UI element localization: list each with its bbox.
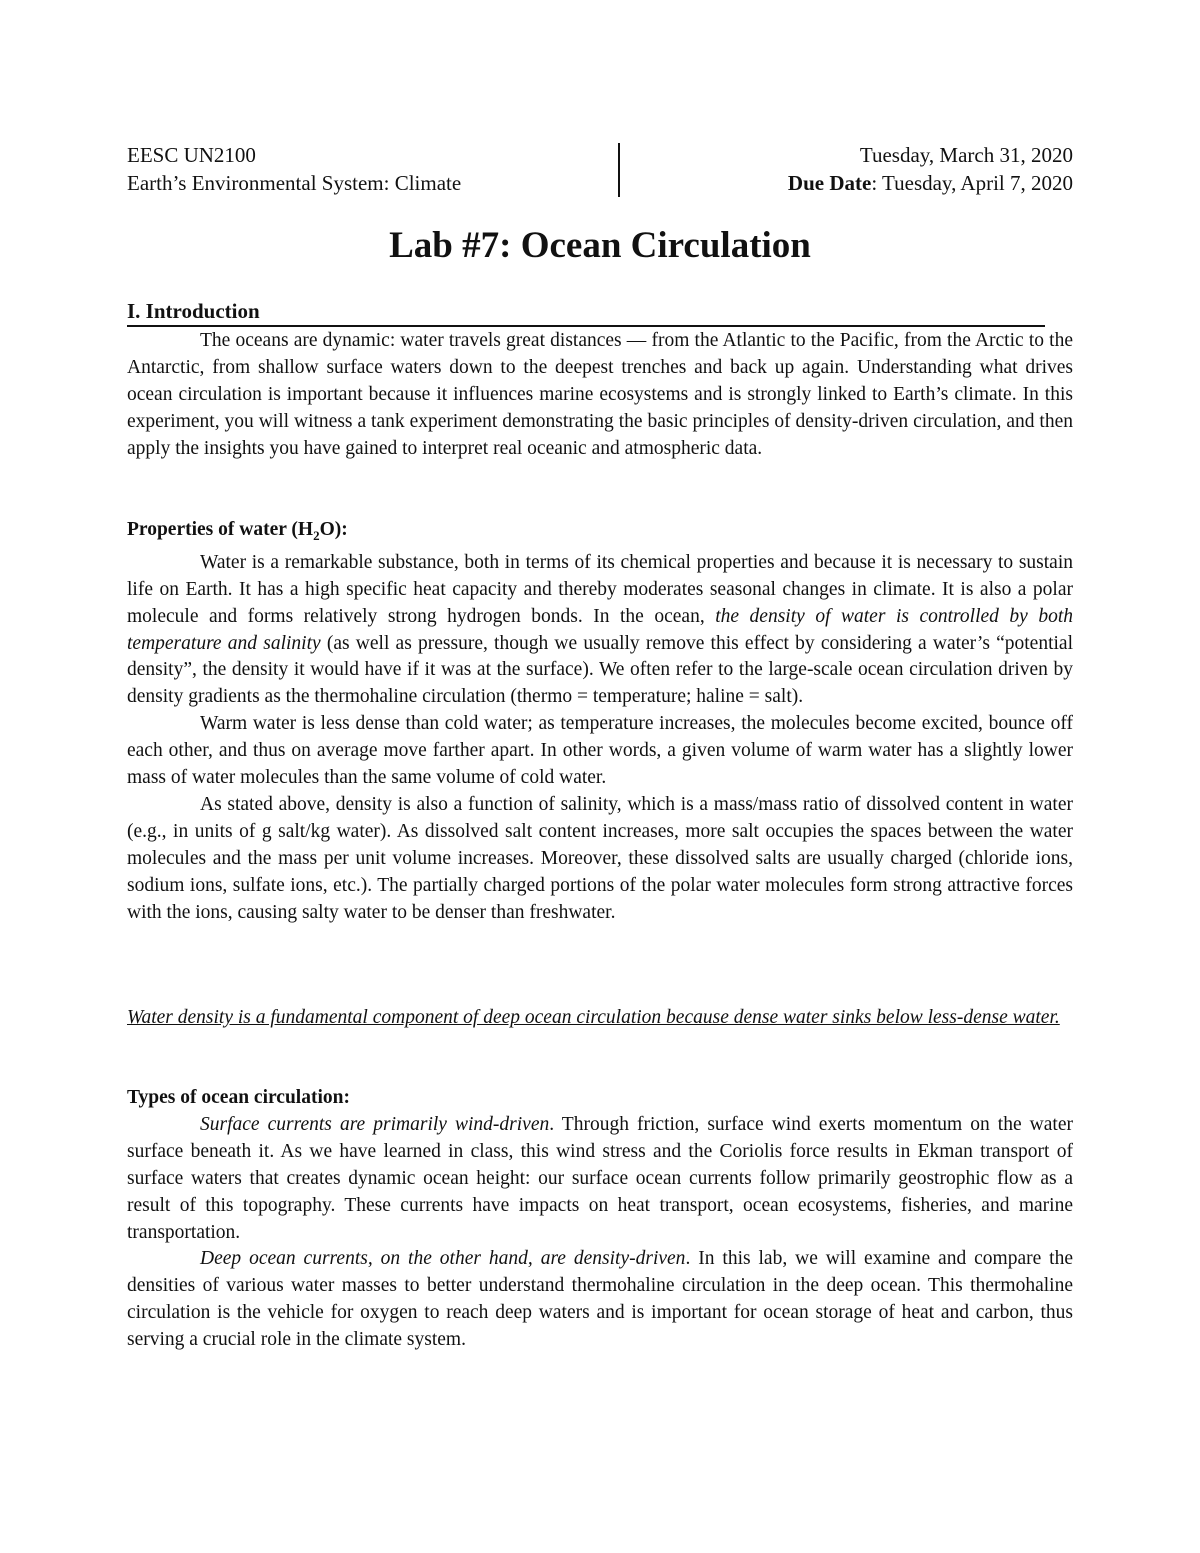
header-divider: [618, 143, 620, 197]
types-p1-emphasis: Surface currents are primarily wind-driven: [200, 1113, 550, 1135]
properties-paragraph-2: Warm water is less dense than cold water; as temperature increases, the molecules become excited, bounce off each other, and thus on average move farther apart. In other words, a given volume of warm water has a slightly lower mass of water molecules than the same volume of cold water.: [127, 713, 1073, 789]
types-paragraph-2: [127, 1246, 1073, 1354]
types-p1-after: . Through friction, surface wind exerts momentum on the water surface beneath it. As we have learned in class, this wind stress and the Coriolis force results in Ekman transport of surface waters that creates dynamic ocean height: our surface ocean currents follow primarily geostrophic flow as a result of this topography. These currents have impacts on heat transport, ocean ecosystems, fisheries, and marine transportation.: [127, 1113, 1073, 1243]
properties-paragraph-3: As stated above, density is also a function of salinity, which is a mass/mass ratio of dissolved content in water (e.g., in units of g salt/kg water). As dissolved salt content increases, more salt occupies the spaces between the water molecules and the mass per unit volume increases. Moreover, these dissolved salts are usually charged (chloride ions, sodium ions, sulfate ions, etc.). The partially charged portions of the polar water molecules form strong attractive forces with the ions, causing salty water to be denser than freshwater.: [127, 793, 1073, 923]
course-code: EESC UN2100: [127, 143, 256, 167]
density-callout: Water density is a fundamental component of deep ocean circulation because dense water sinks below less-dense water.: [127, 1007, 1060, 1028]
types-p2-after: . In this lab, we will examine and compare the densities of various water masses to better understand thermohaline circulation in the deep ocean. This thermohaline circulation is the vehicle for oxygen to reach deep waters and is important for ocean storage of heat and carbon, thus serving a crucial role in the climate system.: [127, 1248, 1073, 1351]
introduction-paragraph: The oceans are dynamic: water travels great distances — from the Atlantic to the Pacific, from the Arctic to the Antarctic, from shallow surface waters down to the deepest trenches and back up again. Understanding what drives ocean circulation is important because it influences marine ecosystems and is strongly linked to Earth’s climate. In this experiment, you will witness a tank experiment demonstrating the basic principles of density-driven circulation, and then apply the insights you have gained to interpret real oceanic and atmospheric data.: [127, 330, 1073, 459]
course-info: [127, 141, 461, 197]
properties-heading-suffix: O):: [319, 519, 348, 540]
due-date-value: : Tuesday, April 7, 2020: [871, 171, 1073, 195]
properties-p1-after: (as well as pressure, though we usually remove this effect by considering a water’s “potential density”, the density it would have if it was at the surface). We often refer to the large-scale ocean circulation driven by density gradients as the thermohaline circulation (thermo = temperature; haline = salt).: [127, 632, 1073, 708]
properties-p1-before: Water is a remarkable substance, both in terms of its chemical properties and because it is necessary to sustain life on Earth. It has a high specific heat capacity and thereby moderates seasonal changes in climate. It is also a polar molecule and forms relatively strong hydrogen bonds. In the ocean,: [127, 551, 1073, 627]
course-name: Earth’s Environmental System: Climate: [127, 171, 462, 195]
introduction-body: [127, 328, 1073, 463]
types-p2-emphasis: Deep ocean currents, on the other hand, are density-driven: [200, 1248, 686, 1270]
page-title: Lab #7: Ocean Circulation: [389, 225, 811, 266]
date-info: [788, 141, 1073, 197]
types-paragraph-1: [127, 1112, 1073, 1247]
properties-heading-prefix: Properties of water (H: [127, 519, 314, 540]
document-header: [127, 141, 1073, 201]
due-date: [788, 169, 1073, 197]
due-date-label: Due Date: [787, 171, 872, 195]
properties-section: [127, 517, 1073, 926]
types-section: [127, 1085, 1073, 1354]
lab-date: Tuesday, March 31, 2020: [859, 143, 1073, 167]
types-heading: Types of ocean circulation:: [127, 1087, 350, 1108]
properties-p1-emphasis: the density of water is controlled by both temperature and salinity: [127, 605, 1074, 654]
section-heading-introduction: I. Introduction: [127, 298, 1045, 327]
properties-paragraph-1: [127, 550, 1073, 711]
properties-heading-subscript: 2: [313, 527, 320, 543]
properties-heading: [127, 517, 1073, 550]
